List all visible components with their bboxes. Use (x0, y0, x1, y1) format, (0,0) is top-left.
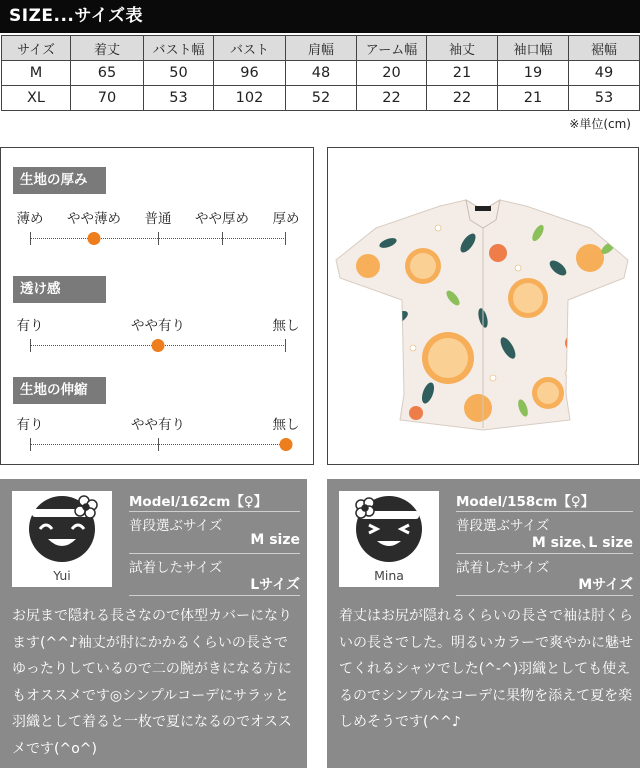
size-table-cell: 22 (427, 86, 498, 111)
flower-hair-icon (356, 498, 374, 518)
thickness-tag: 生地の厚み (13, 167, 106, 194)
stretch-tag: 生地の伸縮 (13, 377, 106, 404)
size-table-header-cell: バスト幅 (144, 36, 214, 61)
tried-size-label: 試着したサイズ (456, 560, 550, 576)
tried-size-value: Mサイズ (578, 577, 633, 593)
stretch-indicator (280, 438, 293, 451)
size-table-header-cell: サイズ (2, 36, 71, 61)
divider (129, 553, 300, 554)
size-chart-header: SIZE...サイズ表 (0, 0, 640, 33)
sheer-tag: 透け感 (13, 276, 106, 303)
model-name: Yui (53, 568, 71, 583)
size-table-header-cell: 裾幅 (569, 36, 640, 61)
model-name: Mina (374, 568, 404, 583)
size-table-header-cell: バスト (214, 36, 286, 61)
avatar (339, 491, 439, 587)
sheer-option: 無し (272, 318, 300, 334)
size-table-cell: 48 (286, 61, 357, 86)
thickness-option: 普通 (144, 211, 172, 227)
size-table-cell: 22 (357, 86, 427, 111)
model-comment: 着丈はお尻が隠れるくらいの長さで袖は肘くらいの長さでした。明るいカラーで爽やかに魅せてくれるシャツでした(^-^)羽織としても使えるのでシンプルなコーデに果物を添えて夏を楽しめそうです(^^♪ (339, 608, 633, 730)
thickness-option: 薄め (16, 211, 44, 227)
divider (456, 511, 633, 512)
sheer-option: 有り (16, 318, 44, 334)
size-table-row (2, 61, 640, 86)
size-table-cell: 53 (144, 86, 214, 111)
size-table-cell: 20 (357, 61, 427, 86)
model-title: Model/162cm【♀】 (129, 494, 268, 510)
size-table-row (2, 86, 640, 111)
size-table-cell: XL (2, 86, 71, 111)
size-table-header-row (2, 36, 640, 61)
stretch-option: 無し (272, 417, 300, 433)
stretch-option: やや有り (131, 417, 185, 433)
size-table-cell: 50 (144, 61, 214, 86)
product-photo (327, 147, 639, 465)
size-table-cell: 52 (286, 86, 357, 111)
usual-size-value: M size (250, 532, 300, 548)
thickness-option: やや薄め (67, 211, 121, 227)
size-table-header-cell: アーム幅 (357, 36, 427, 61)
size-table-cell: 21 (498, 86, 569, 111)
size-table-cell: 65 (71, 61, 144, 86)
sheer-scale (30, 339, 286, 353)
sheer-indicator (152, 339, 165, 352)
thickness-option: 厚め (272, 211, 300, 227)
size-table-cell: 49 (569, 61, 640, 86)
tried-size-value: Lサイズ (250, 577, 300, 593)
model-card-mina (327, 479, 640, 768)
size-table-cell: 70 (71, 86, 144, 111)
divider (129, 511, 300, 512)
tried-size-label: 試着したサイズ (129, 560, 223, 576)
divider (456, 553, 633, 554)
model-comment: お尻まで隠れる長さなので体型カバーになります(^^♪袖丈が肘にかかるくらいの長さでゆったりしているので二の腕がきになる方にもオススメです◎シンプルコーデにサラッと羽織として着ると一枚で夏になるのでオススメです(^o^) (12, 608, 292, 757)
stretch-option: 有り (16, 417, 44, 433)
smiley-face-icon (339, 491, 439, 567)
smiley-face-icon (12, 491, 112, 567)
usual-size-label: 普段選ぶサイズ (456, 518, 550, 534)
thickness-scale (30, 232, 286, 246)
divider (456, 595, 633, 596)
model-card-yui (0, 479, 307, 768)
size-table-cell: 19 (498, 61, 569, 86)
usual-size-value: M size､L size (531, 535, 633, 551)
divider (129, 595, 300, 596)
size-table-header-cell: 肩幅 (286, 36, 357, 61)
usual-size-label: 普段選ぶサイズ (129, 518, 223, 534)
size-table-header-cell: 袖丈 (427, 36, 498, 61)
sheer-option: やや有り (131, 318, 185, 334)
size-table-header-cell: 着丈 (71, 36, 144, 61)
flower-hair-icon (75, 496, 97, 518)
orange-print-shirt-photo (328, 148, 638, 464)
model-title: Model/158cm【♀】 (456, 494, 595, 510)
size-table-cell: 102 (214, 86, 286, 111)
size-table-cell: M (2, 61, 71, 86)
size-table-cell: 96 (214, 61, 286, 86)
size-table (1, 35, 640, 111)
unit-note: ※単位(cm) (569, 117, 631, 131)
size-table-cell: 53 (569, 86, 640, 111)
stretch-scale (30, 438, 286, 452)
size-table-header-cell: 袖口幅 (498, 36, 569, 61)
thickness-indicator (88, 232, 101, 245)
fabric-panel (0, 147, 314, 465)
avatar (12, 491, 112, 587)
size-table-cell: 21 (427, 61, 498, 86)
thickness-option: やや厚め (195, 211, 249, 227)
